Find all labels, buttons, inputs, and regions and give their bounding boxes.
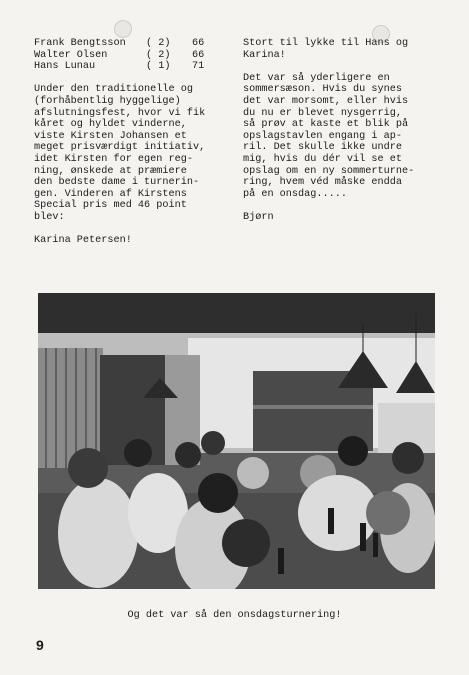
photo-caption: Og det var så den onsdagsturnering! <box>127 610 342 621</box>
left-signoff: Karina Petersen! <box>34 235 132 247</box>
player-rank: ( 2) <box>146 38 171 49</box>
player-rank: ( 2) <box>146 49 171 61</box>
score-row <box>34 38 239 50</box>
player-points: 66 <box>192 49 205 61</box>
score-row <box>34 61 239 73</box>
photo-illustration <box>38 293 435 589</box>
right-paragraph: Det var så yderligere en sommersæson. Hvis du synes det var morsomt, eller hvis du nu er blevet nysgerrig, så prøv at kaste et blik på opslagstavlen engang i ap- ril. Det skulle ikke undre mig, hvis du dér vil se et opslag om en ny sommerturne- ring, hvem véd måske endda på en onsdag..... <box>243 72 415 200</box>
player-points: 66 <box>192 38 205 49</box>
score-row <box>34 50 239 62</box>
score-table <box>34 38 239 73</box>
event-photo <box>38 293 435 589</box>
player-name: Frank Bengtsson <box>34 38 126 49</box>
right-column <box>243 38 438 224</box>
page-number: 9 <box>36 637 44 653</box>
left-column <box>34 38 239 247</box>
punch-hole-left <box>114 20 132 38</box>
player-name: Hans Lunau <box>34 61 96 73</box>
player-rank: ( 1) <box>146 61 171 73</box>
right-intro: Stort til lykke til Hans og Karina! <box>243 38 409 61</box>
player-name: Walter Olsen <box>34 49 108 61</box>
left-paragraph: Under den traditionelle og (forhåbentlig hyggelige) afslutningsfest, hvor vi fik kåret og hyldet vinderne, viste Kirsten Johansen et meget prisværdigt initiativ, idet Kirsten for egen reg- ning, ønskede at præmiere den bedste dame i turnerin- gen. Vinderen af Kirstens Special pris med 46 point blev: <box>34 84 206 223</box>
player-points: 71 <box>192 61 205 73</box>
right-signoff: Bjørn <box>243 211 274 223</box>
